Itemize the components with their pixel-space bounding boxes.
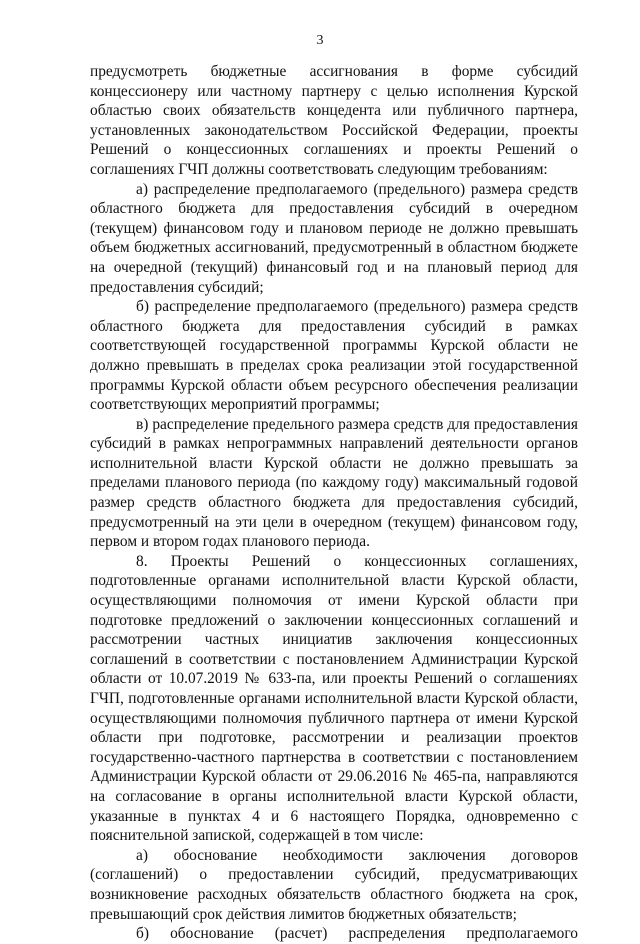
document-body <box>90 62 578 944</box>
paragraph-clause-8-item-a: а) обоснование необходимости заключения договоров (соглашений) о предоставлении субсидий, предусматривающих возникновение расходных обязательств областного бюджета на срок, превышающий срок действия лимитов бюджетных обязательств; <box>90 846 578 923</box>
paragraph-item-v: в) распределение предельного размера средств для предоставления субсидий в рамках непрограммных направлений деятельности органов исполнительной власти Курской области не должно превышать за пределами планового периода (по каждому году) максимальный годовой размер средств областного бюджета для предоставления субсидий, предусмотренный на эти цели в очередном (текущем) финансовом году, первом и втором годах планового периода. <box>90 415 578 551</box>
paragraph-intro: предусмотреть бюджетные ассигнования в форме субсидий концессионеру или частному партнеру с целью исполнения Курской областью своих обязательств концедента или публичного партнера, установленных законодательством Российской Федерации, проекты Решений о концессионных соглашениях и проекты Решений о соглашениях ГЧП должны соответствовать следующим требованиям: <box>90 63 578 178</box>
paragraph-item-b: б) распределение предполагаемого (предельного) размера средств областного бюджета для предоставления субсидий в рамках соответствующей государственной программы Курской области не должно превышать в пределах срока реализации этой государственной программы Курской области объем ресурсного обеспечения реализации соответствующих мероприятий программы; <box>90 298 578 414</box>
page-number: 3 <box>316 33 324 48</box>
paragraph-clause-8-item-b: б) обоснование (расчет) распределения предполагаемого <box>136 925 578 943</box>
paragraph-item-a: а) распределение предполагаемого (предельного) размера средств областного бюджета для предоставления субсидий в очередном (текущем) финансовом году и плановом периоде не должно превышать объем бюджетных ассигнований, предусмотренный в областном бюджете на очередной (текущий) финансовый год и на плановый период для предоставления субсидий; <box>90 180 578 296</box>
paragraph-clause-8: 8. Проекты Решений о концессионных соглашениях, подготовленные органами исполнительной власти Курской области, осуществляющими полномочия от имени Курской области при подготовке предложений о заключении концессионных соглашений и рассмотрении частных инициатив заключения концессионных соглашений в соответствии с постановлением Администрации Курской области от 10.07.2019 № 633-па, или проекты Решений о соглашениях ГЧП, подготовленные органами исполнительной власти Курской области, осуществляющими полномочия публичного партнера от имени Курской области при подготовке, рассмотрении и реализации проектов государственно-частного партнерства в соответствии с постановлением Администрации Курской области от 29.06.2016 № 465-па, направляются на согласование в органы исполнительной власти Курской области, указанные в пунктах 4 и 6 настоящего Порядка, одновременно с пояснительной запиской, содержащей в том числе: <box>90 552 578 845</box>
